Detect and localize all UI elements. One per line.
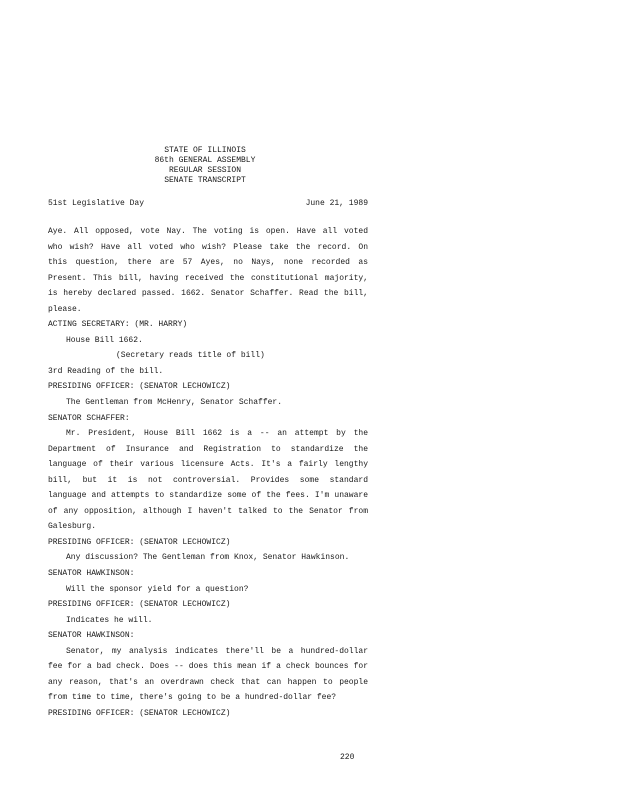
transcript-line: Mr. President, House Bill 1662 is a -- an attempt by the — [66, 429, 368, 439]
transcript-line: this question, there are 57 Ayes, no Nays, none recorded as — [48, 258, 368, 268]
header-session: REGULAR SESSION — [168, 166, 241, 175]
transcript-line: Department of Insurance and Registration to standardize the — [48, 444, 368, 454]
transcript-date: June 21, 1989 — [305, 199, 368, 208]
transcript-header — [130, 146, 280, 186]
transcript-line: language and attempts to standardize some of the fees. I'm unaware — [48, 491, 368, 501]
legislative-day: 51st Legislative Day — [48, 199, 145, 208]
speaker-heading: PRESIDING OFFICER: (SENATOR LECHOWICZ) — [48, 537, 231, 547]
transcript-line: Will the sponsor yield for a question? — [66, 584, 249, 594]
transcript-line: The Gentleman from McHenry, Senator Schaffer. — [66, 398, 283, 408]
header-state: STATE OF ILLINOIS — [164, 146, 246, 155]
speaker-heading: SENATOR SCHAFFER: — [48, 413, 130, 423]
header-transcript: SENATE TRANSCRIPT — [164, 176, 246, 185]
speaker-heading: SENATOR HAWKINSON: — [48, 569, 135, 579]
transcript-line: please. — [48, 304, 82, 314]
transcript-line: Aye. All opposed, vote Nay. The voting is open. Have all voted — [48, 227, 368, 236]
transcript-line: fee for a bad check. Does -- does this mean if a check bounces for — [48, 662, 368, 672]
transcript-line: Any discussion? The Gentleman from Knox, Senator Hawkinson. — [66, 553, 350, 563]
transcript-line: from time to time, there's going to be a hundred-dollar fee? — [48, 693, 337, 703]
transcript-line: Senator, my analysis indicates there'll be a hundred-dollar — [66, 646, 368, 656]
transcript-line: is hereby declared passed. 1662. Senator Schaffer. Read the bill, — [48, 289, 368, 299]
transcript-line: (Secretary reads title of bill) — [116, 351, 265, 361]
transcript-line: Galesburg. — [48, 522, 97, 532]
transcript-line: of any opposition, although I haven't talked to the Senator from — [48, 506, 368, 516]
header-assembly: 86th GENERAL ASSEMBLY — [154, 156, 256, 165]
transcript-line: any reason, that's an overdrawn check that can happen to people — [48, 677, 368, 687]
transcript-line: bill, but it is not controversial. Provides some standard — [48, 475, 368, 485]
day-line — [48, 199, 368, 208]
speaker-heading: PRESIDING OFFICER: (SENATOR LECHOWICZ) — [48, 708, 231, 718]
speaker-heading: PRESIDING OFFICER: (SENATOR LECHOWICZ) — [48, 382, 231, 392]
speaker-heading: SENATOR HAWKINSON: — [48, 631, 135, 641]
transcript-line: House Bill 1662. — [66, 335, 143, 345]
transcript-line: who wish? Have all voted who wish? Please take the record. On — [48, 242, 368, 252]
transcript-body — [48, 224, 368, 722]
transcript-line: 3rd Reading of the bill. — [48, 366, 164, 376]
speaker-heading: PRESIDING OFFICER: (SENATOR LECHOWICZ) — [48, 600, 231, 610]
page-number: 220 — [340, 753, 355, 762]
transcript-line: Indicates he will. — [66, 615, 153, 625]
speaker-heading: ACTING SECRETARY: (MR. HARRY) — [48, 320, 188, 330]
transcript-line: language of their various licensure Acts. It's a fairly lengthy — [48, 460, 368, 470]
transcript-line: Present. This bill, having received the constitutional majority, — [48, 273, 368, 283]
